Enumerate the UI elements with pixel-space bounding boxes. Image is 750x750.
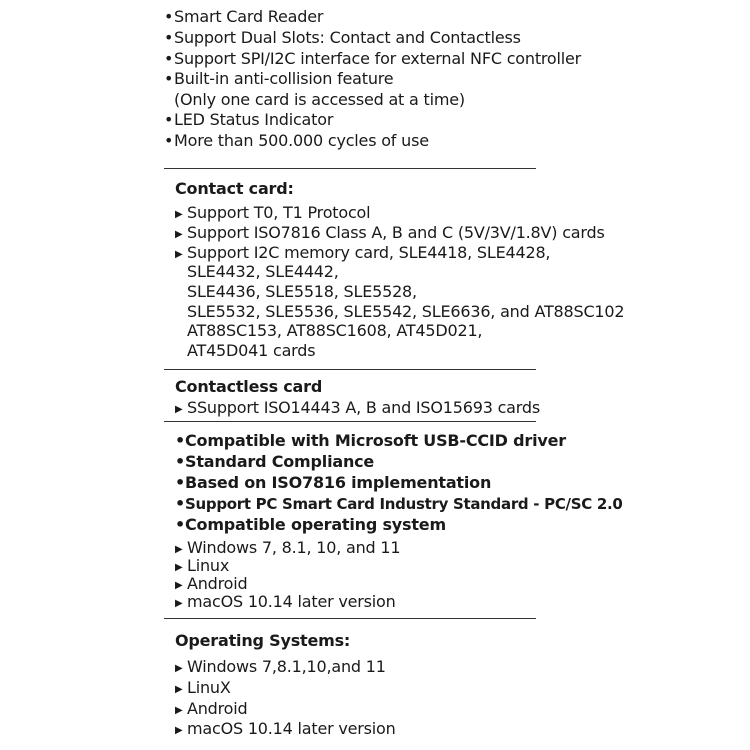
bullet-icon: •: [164, 28, 174, 47]
operating-systems-item: ▶ Android: [175, 699, 247, 721]
arrow-icon: ▶: [175, 404, 183, 415]
section-divider: [164, 421, 536, 422]
contact-card-continuation: SLE4436, SLE5518, SLE5528,: [187, 282, 417, 301]
contact-card-item: ▶ Support T0, T1 Protocol: [175, 203, 370, 225]
contactless-card-title: Contactless card: [175, 377, 323, 396]
contactless-card-item: ▶ SSupport ISO14443 A, B and ISO15693 cards: [175, 398, 540, 420]
contact-card-title: Contact card:: [175, 179, 294, 198]
arrow-icon: ▶: [175, 705, 183, 716]
arrow-icon: ▶: [175, 580, 183, 591]
compat-os-item: ▶ Linux: [175, 556, 229, 578]
operating-systems-item: ▶ Windows 7,8.1,10,and 11: [175, 657, 386, 679]
anticollision-note: (Only one card is accessed at a time): [174, 90, 465, 109]
arrow-icon: ▶: [175, 684, 183, 695]
contact-card-continuation: AT45D041 cards: [187, 341, 316, 360]
bullet-icon: •: [164, 7, 174, 26]
contact-card-continuation: SLE5532, SLE5536, SLE5542, SLE6636, and AT88SC102: [187, 302, 625, 321]
arrow-icon: ▶: [175, 598, 183, 609]
compat-os-item: ▶ macOS 10.14 later version: [175, 592, 396, 614]
feature-item: •Smart Card Reader: [164, 7, 324, 26]
arrow-icon: ▶: [175, 209, 183, 220]
contact-card-continuation: SLE4432, SLE4442,: [187, 262, 339, 281]
arrow-icon: ▶: [175, 725, 183, 736]
compat-item: •Based on ISO7816 implementation: [175, 473, 492, 492]
bullet-icon: •: [164, 110, 174, 129]
feature-item: •Built-in anti-collision feature: [164, 69, 394, 88]
feature-item: •Support Dual Slots: Contact and Contactless: [164, 28, 521, 47]
feature-item: •LED Status Indicator: [164, 110, 334, 129]
feature-item: •Support SPI/I2C interface for external NFC controller: [164, 49, 582, 68]
arrow-icon: ▶: [175, 249, 183, 260]
compat-os-item: ▶ Android: [175, 574, 247, 596]
compat-os-item: ▶ Windows 7, 8.1, 10, and 11: [175, 538, 400, 560]
arrow-icon: ▶: [175, 544, 183, 555]
section-divider: [164, 369, 536, 370]
operating-systems-title: Operating Systems:: [175, 631, 351, 650]
arrow-icon: ▶: [175, 229, 183, 240]
bullet-icon: •: [175, 494, 186, 513]
bullet-icon: •: [164, 69, 174, 88]
section-divider: [164, 168, 536, 169]
contact-card-item: ▶ Support ISO7816 Class A, B and C (5V/3V/1.8V) cards: [175, 223, 605, 245]
contact-card-item: ▶ Support I2C memory card, SLE4418, SLE4428,: [175, 243, 550, 265]
operating-systems-item: ▶ LinuX: [175, 678, 231, 700]
bullet-icon: •: [175, 452, 186, 471]
arrow-icon: ▶: [175, 663, 183, 674]
arrow-icon: ▶: [175, 562, 183, 573]
bullet-icon: •: [164, 131, 174, 150]
compat-item: •Standard Compliance: [175, 452, 375, 471]
bullet-icon: •: [175, 431, 186, 450]
feature-item: •More than 500.000 cycles of use: [164, 131, 429, 150]
bullet-icon: •: [164, 49, 174, 68]
bullet-icon: •: [175, 515, 186, 534]
compat-item: •Compatible operating system: [175, 515, 446, 534]
operating-systems-item: ▶ macOS 10.14 later version: [175, 719, 396, 741]
section-divider: [164, 618, 536, 619]
contact-card-continuation: AT88SC153, AT88SC1608, AT45D021,: [187, 321, 483, 340]
bullet-icon: •: [175, 473, 186, 492]
compat-item: •Support PC Smart Card Industry Standard - PC/SC 2.0: [175, 494, 623, 513]
compat-item: •Compatible with Microsoft USB-CCID driver: [175, 431, 566, 450]
